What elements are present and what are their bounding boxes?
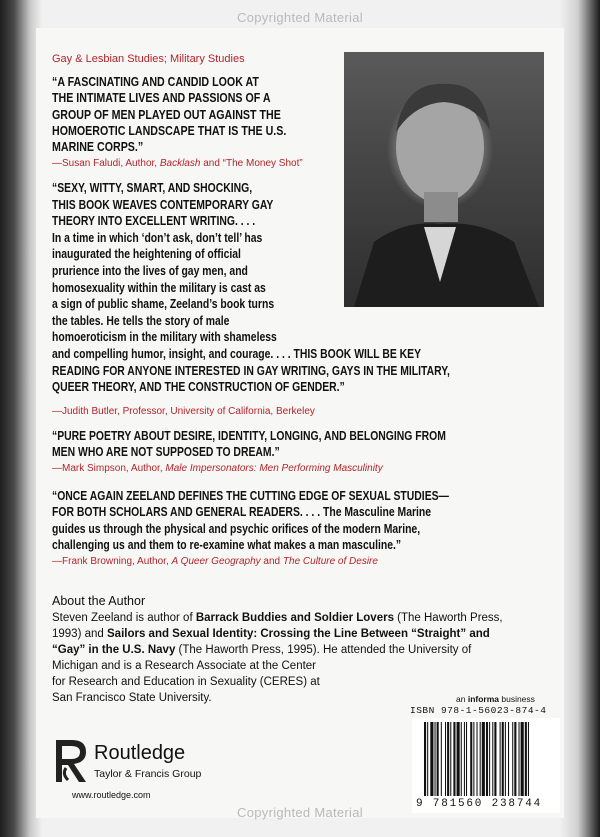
watermark-top: Copyrighted Material: [237, 10, 363, 25]
barcode-bar: [435, 722, 436, 796]
barcode-bar: [437, 722, 439, 796]
quote-line: “PURE POETRY ABOUT DESIRE, IDENTITY, LONGING, AND BELONGING FROM: [52, 428, 446, 443]
barcode-bar: [525, 722, 527, 796]
barcode-bar: [514, 722, 516, 796]
about-heading: About the Author: [52, 594, 146, 608]
barcode-bar: [482, 722, 485, 796]
attribution-butler: —Judith Butler, Professor, University of California, Berkeley: [52, 406, 315, 417]
quote-line: MARINE CORPS.”: [52, 139, 144, 155]
barcode-bar: [427, 722, 428, 796]
about-the-author: [52, 594, 552, 706]
quote-line: THE INTIMATE LIVES AND PASSIONS OF A: [52, 90, 271, 106]
barcode-bar: [486, 722, 488, 796]
barcode-bar: [528, 722, 529, 796]
quote-line: prurience into the lives of gay men, and: [52, 262, 248, 278]
barcode-bar: [457, 722, 460, 796]
barcode-bar: [470, 722, 472, 796]
quote-line: THEORY INTO EXCELLENT WRITING. . . .: [52, 213, 256, 229]
author-portrait-image: [344, 52, 544, 307]
quote-line: HOMOEROTIC LANDSCAPE THAT IS THE U.S.: [52, 122, 287, 138]
quote-line: “ONCE AGAIN ZEELAND DEFINES THE CUTTING EDGE OF SEXUAL STUDIES—: [52, 488, 449, 503]
barcode-bar: [447, 722, 449, 796]
quote-line: challenging us and them to re-examine what makes a man masculine.”: [52, 536, 402, 552]
barcode: [412, 718, 560, 813]
barcode-bar: [519, 722, 520, 796]
quote-line: homoeroticism in the military with shameless: [52, 329, 277, 345]
publisher-url: www.routledge.com: [72, 790, 151, 800]
quote-simpson: [52, 428, 544, 461]
barcode-bar: [473, 722, 474, 796]
informa-tagline: an informa business: [456, 694, 535, 704]
barcode-bar: [505, 722, 506, 796]
about-line: San Francisco State University.: [52, 692, 212, 704]
barcode-bar: [492, 722, 493, 796]
quote-line: and compelling humor, insight, and courage. . . . THIS BOOK WILL BE KEY: [52, 345, 422, 361]
quote-line: THIS BOOK WEAVES CONTEMPORARY GAY: [52, 196, 274, 212]
barcode-bar: [464, 722, 465, 796]
barcode-digits: 9 781560 238744: [416, 798, 543, 810]
quote-line: QUEER THEORY, AND THE CONSTRUCTION OF GENDER.”: [52, 379, 345, 395]
barcode-bar: [512, 722, 513, 796]
barcode-bar: [461, 722, 462, 796]
barcode-bar: [489, 722, 490, 796]
isbn-number: ISBN 978-1-56023-874-4: [410, 705, 547, 716]
about-line: 1993) and Sailors and Sexual Identity: Crossing the Line Between “Straight” and: [52, 628, 490, 640]
quote-line: “SEXY, WITTY, SMART, AND SHOCKING,: [52, 180, 253, 195]
about-line: “Gay” in the U.S. Navy (The Haworth Press, 1995). He attended the University of: [52, 644, 472, 656]
publisher-group: Taylor & Francis Group: [94, 768, 202, 780]
barcode-bar: [445, 722, 446, 796]
attribution-simpson: —Mark Simpson, Author, Male Impersonators: Men Performing Masculinity: [52, 463, 383, 474]
category-label: Gay & Lesbian Studies; Military Studies: [52, 53, 245, 65]
quote-faludi: [52, 74, 338, 155]
attribution-faludi: —Susan Faludi, Author, Backlash and “The Money Shot”: [52, 158, 303, 169]
barcode-bar: [494, 722, 496, 796]
about-line: for Research and Education in Sexuality (CERES) at: [52, 676, 320, 688]
quote-line: inaugurated the heightening of official: [52, 246, 241, 262]
author-photo: [344, 52, 544, 307]
barcode-bar: [508, 722, 509, 796]
publisher-name: Routledge: [94, 742, 186, 764]
barcode-bar: [450, 722, 451, 796]
quote-line: a sign of public shame, Zeeland’s book turns: [52, 296, 275, 312]
quote-line: READING FOR ANYONE INTERESTED IN GAY WRITING, GAYS IN THE MILITARY,: [52, 362, 450, 378]
barcode-bar: [424, 722, 426, 796]
barcode-bar: [521, 722, 524, 796]
quote-line: homosexuality within the military is cast as: [52, 279, 266, 295]
barcode-bar: [453, 722, 455, 796]
routledge-r-icon: [52, 738, 92, 784]
barcode-bar: [466, 722, 467, 796]
quote-line: FOR BOTH SCHOLARS AND GENERAL READERS. . . . The Masculine Marine: [52, 504, 432, 520]
quote-line: GROUP OF MEN PLAYED OUT AGAINST THE: [52, 106, 281, 122]
quote-line: “A FASCINATING AND CANDID LOOK AT: [52, 74, 259, 89]
quote-line: the tables. He tells the story of male: [52, 312, 230, 328]
barcode-bar: [477, 722, 478, 796]
quote-browning: [52, 488, 548, 553]
quote-line: guides us through the physical and psychic orifices of the modern Marine,: [52, 520, 421, 536]
watermark-bottom: Copyrighted Material: [237, 805, 363, 820]
barcode-bar: [502, 722, 504, 796]
quote-line: MEN WHO ARE NOT SUPPOSED TO DREAM.”: [52, 444, 280, 460]
barcode-bar: [480, 722, 481, 796]
attribution-browning: —Frank Browning, Author, A Queer Geography and The Culture of Desire: [52, 556, 378, 567]
barcode-bar: [430, 722, 433, 796]
barcode-bar: [441, 722, 442, 796]
barcode-bar: [500, 722, 501, 796]
about-line: Steven Zeeland is author of Barrack Buddies and Soldier Lovers (The Haworth Press,: [52, 612, 503, 624]
quote-line: In a time in which ‘don’t ask, don’t tell’ has: [52, 229, 263, 245]
about-line: Michigan and is a Research Associate at the Center: [52, 660, 317, 672]
